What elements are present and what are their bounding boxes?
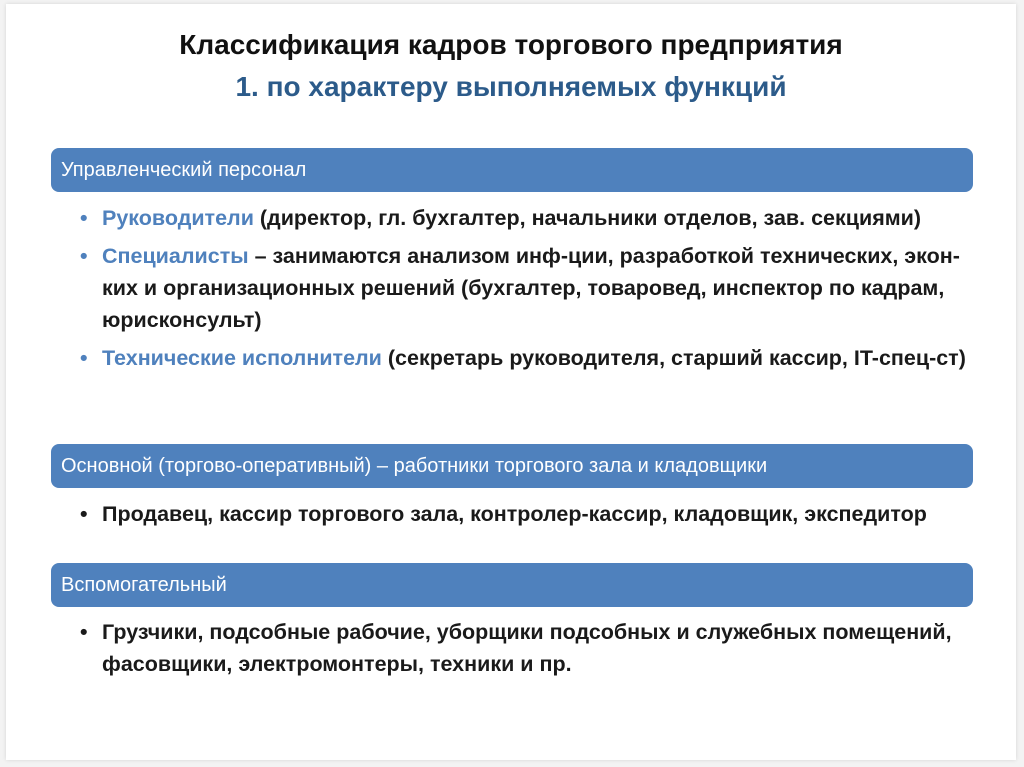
- item-term: Руководители: [102, 206, 254, 230]
- item-text: (секретарь руководителя, старший кассир, IT-спец-ст): [381, 346, 966, 370]
- item-term: Технические исполнители: [102, 346, 382, 370]
- section-header-management: Управленческий персонал: [51, 148, 973, 192]
- bullet-icon: •: [80, 346, 88, 370]
- section-header-auxiliary: Вспомогательный: [51, 563, 973, 607]
- title-line-1: Классификация кадров торгового предприятия: [179, 29, 843, 60]
- item-text: Грузчики, подсобные рабочие, уборщики подсобных и служебных помещений, фасовщики, электромонтеры, техники и пр.: [102, 620, 952, 676]
- auxiliary-list: [76, 616, 966, 686]
- management-list: [76, 202, 966, 380]
- slide: [6, 4, 1016, 760]
- list-item: [76, 616, 966, 680]
- list-item: [76, 342, 966, 374]
- section-header-main: Основной (торгово-оперативный) – работники торгового зала и кладовщики: [51, 444, 973, 488]
- item-text: (директор, гл. бухгалтер, начальники отделов, зав. секциями): [253, 206, 922, 230]
- bullet-icon: •: [80, 206, 88, 230]
- bullet-icon: •: [80, 244, 88, 268]
- item-text: – занимаются анализом инф-ции, разработкой технических, экон-ких и организационных решений (бухгалтер, товаровед, инспектор по кадрам, юрисконсульт): [102, 244, 960, 332]
- title-line-2: 1. по характеру выполняемых функций: [235, 71, 787, 102]
- list-item: [76, 240, 966, 336]
- bullet-icon: •: [80, 620, 88, 644]
- item-text: Продавец, кассир торгового зала, контролер-кассир, кладовщик, экспедитор: [102, 502, 927, 526]
- list-item: [76, 202, 966, 234]
- bullet-icon: •: [80, 502, 88, 526]
- page-title: [6, 26, 1016, 106]
- list-item: [76, 498, 966, 530]
- main-list: [76, 498, 966, 536]
- item-term: Специалисты: [102, 244, 249, 268]
